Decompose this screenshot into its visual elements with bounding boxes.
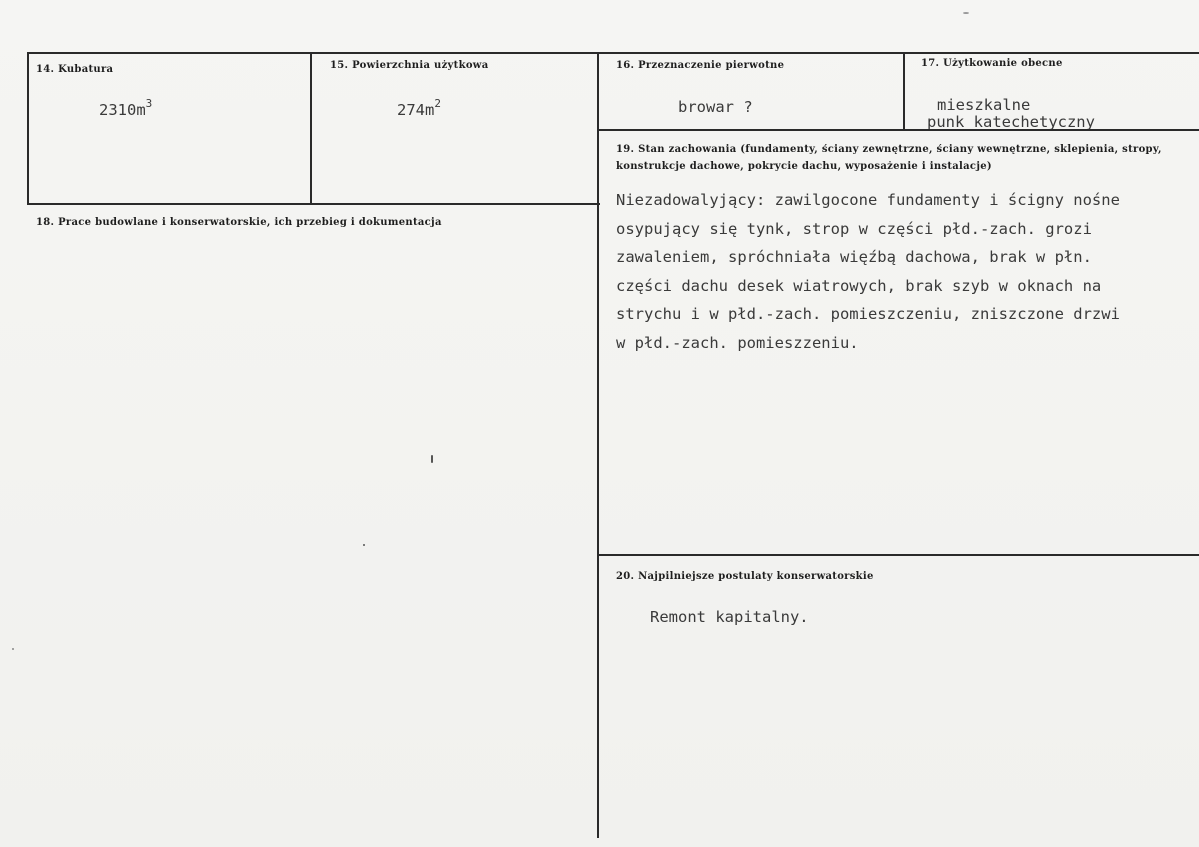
kubatura-number: 2310m xyxy=(99,101,146,120)
powierzchnia-number: 274m xyxy=(397,101,435,120)
przeznaczenie-label: 16. Przeznaczenie pierwotne xyxy=(616,60,785,71)
center-divider xyxy=(597,52,599,838)
powierzchnia-value xyxy=(397,99,441,119)
stan-label: 19. Stan zachowania (fundamenty, ściany zewnętrzne, ściany wewnętrzne, sklepienia, stropy, konstrukcje dachowe, pokrycie dachu, wyposażenie i instalacje) xyxy=(616,144,1162,172)
postulaty-text: Remont kapitalny. xyxy=(650,608,809,626)
kubatura-exponent: 3 xyxy=(145,97,153,110)
section20-top-border xyxy=(598,554,1199,556)
divider-14-15 xyxy=(310,52,312,205)
row1-bottom-border-left xyxy=(27,203,600,205)
kubatura-value xyxy=(99,99,152,119)
kubatura-label: 14. Kubatura xyxy=(36,64,114,75)
uzytkowanie-line1: mieszkalne xyxy=(937,96,1031,114)
scan-speck xyxy=(363,544,365,546)
postulaty-label: 20. Najpilniejsze postulaty konserwatorskie xyxy=(616,571,874,582)
stan-text: Niezadowalyjący: zawilgocone fundamenty i ścigny nośne osypujący się tynk, strop w części płd.-zach. grozi zawaleniem, spróchniała więźbą dachowa, brak w płn. części dachu desek wiatrowych, brak szyb w oknach na strychu i w płd.-zach. pomieszczeniu, zniszczone drzwi w płd.-zach. pomieszzeniu. xyxy=(616,191,1120,352)
scan-speck xyxy=(431,455,433,463)
scan-speck xyxy=(963,12,969,14)
powierzchnia-label: 15. Powierzchnia użytkowa xyxy=(330,60,489,71)
prace-label: 18. Prace budowlane i konserwatorskie, ich przebieg i dokumentacja xyxy=(36,217,442,228)
top-border xyxy=(27,52,1199,54)
divider-16-17 xyxy=(903,52,905,131)
powierzchnia-exponent: 2 xyxy=(434,97,441,110)
scan-speck xyxy=(12,648,14,650)
uzytkowanie-label: 17. Użytkowanie obecne xyxy=(921,58,1063,69)
left-border xyxy=(27,52,29,205)
przeznaczenie-value: browar ? xyxy=(678,98,753,116)
row1-bottom-border-right xyxy=(598,129,1199,131)
uzytkowanie-line2: punk katechetyczny xyxy=(927,113,1095,129)
